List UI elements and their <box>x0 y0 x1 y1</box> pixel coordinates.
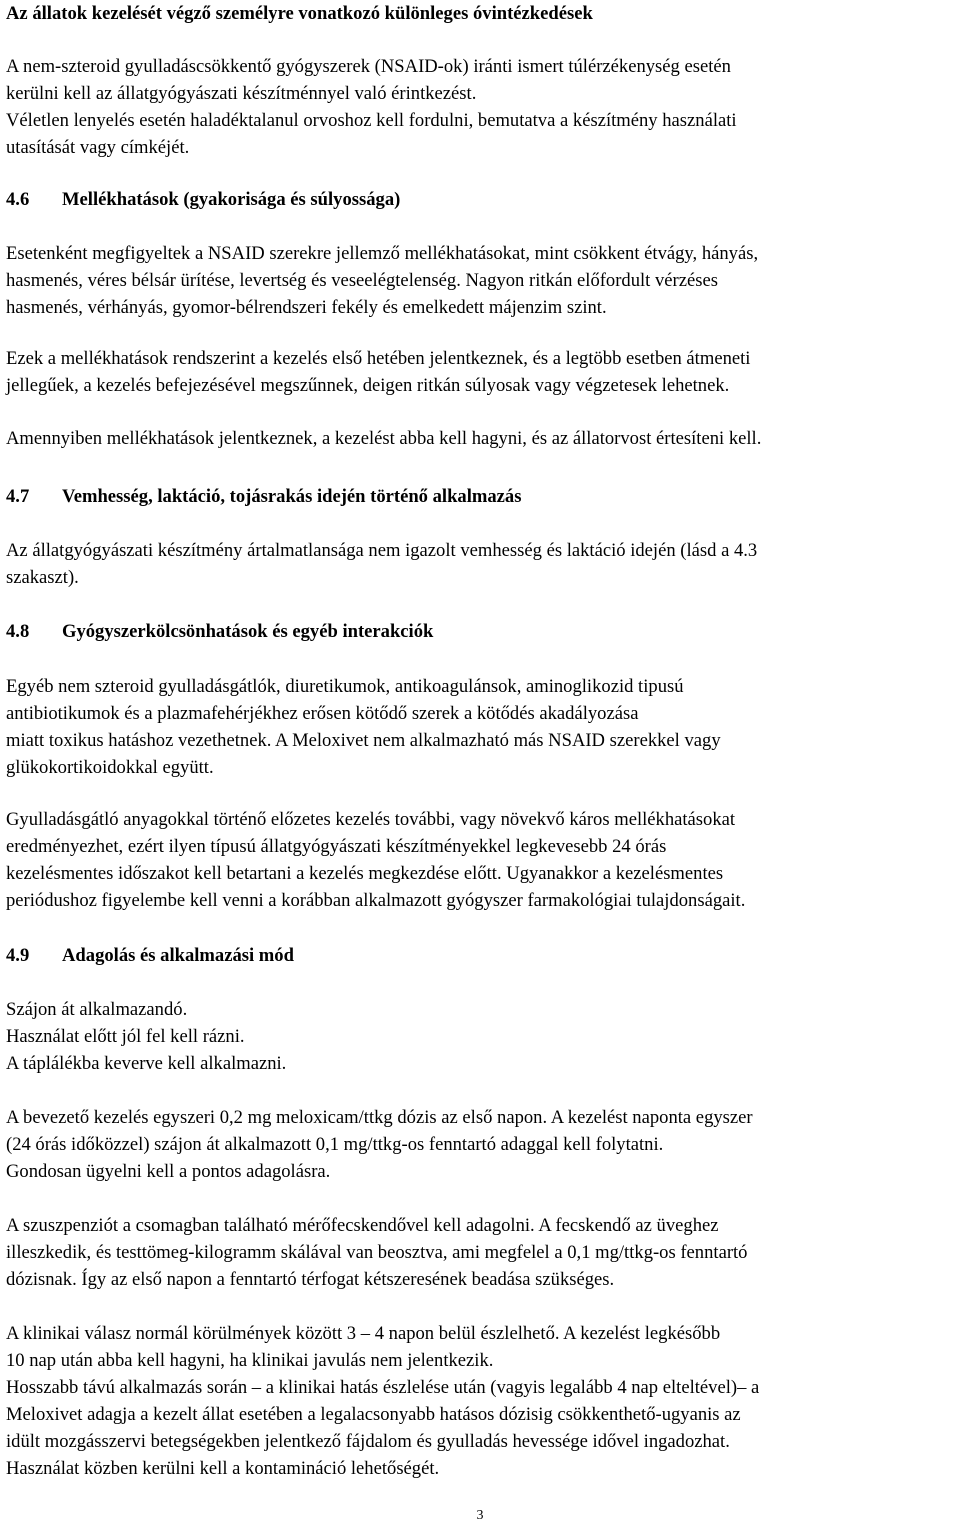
s49-paragraph-1 <box>6 996 954 1077</box>
page-number: 3 <box>476 1508 484 1523</box>
section-title: Vemhesség, laktáció, tojásrakás idején történő alkalmazás <box>62 486 522 507</box>
text-line: (24 órás időközzel) szájon át alkalmazott 0,1 mg/ttkg-os fenntartó adaggal kell folytatni. <box>6 1134 664 1155</box>
s48-paragraph-2 <box>6 806 954 914</box>
text-line: utasítását vagy címkéjét. <box>6 137 190 158</box>
text-line: dózisnak. Így az első napon a fenntartó térfogat kétszeresének beadása szükséges. <box>6 1269 615 1290</box>
section-number: 4.7 <box>6 486 30 507</box>
text-line: 10 nap után abba kell hagyni, ha klinikai javulás nem jelentkezik. <box>6 1350 494 1371</box>
text-line: Gondosan ügyelni kell a pontos adagolásra. <box>6 1161 331 1182</box>
s49-paragraph-2 <box>6 1104 954 1185</box>
section-4-8-heading <box>6 618 433 645</box>
text-line: periódushoz figyelembe kell venni a korábban alkalmazott gyógyszer farmakológiai tulajdonságait. <box>6 890 746 911</box>
text-line: Amennyiben mellékhatások jelentkeznek, a kezelést abba kell hagyni, és az állatorvost értesíteni kell. <box>6 428 762 449</box>
text-line: idült mozgásszervi betegségekben jelentkező fájdalom és gyulladás hevessége idővel ingadozhat. <box>6 1431 730 1452</box>
text-line: antibiotikumok és a plazmafehérjékhez erősen kötődő szerek a kötődés akadályozása <box>6 703 639 724</box>
text-line: kerülni kell az állatgyógyászati készítménnyel való érintkezést. <box>6 83 477 104</box>
section-title: Adagolás és alkalmazási mód <box>62 945 294 966</box>
text-line: Használat előtt jól fel kell rázni. <box>6 1026 245 1047</box>
text-line: A bevezető kezelés egyszeri 0,2 mg meloxicam/ttkg dózis az első napon. A kezelést naponta egyszer <box>6 1107 753 1128</box>
text-line: Esetenként megfigyeltek a NSAID szerekre jellemző mellékhatásokat, mint csökkent étvágy, hányás, <box>6 243 759 264</box>
text-line: Gyulladásgátló anyagokkal történő előzetes kezelés további, vagy növekvő káros mellékhatásokat <box>6 809 736 830</box>
section-number: 4.9 <box>6 945 30 966</box>
text-line: illeszkedik, és testtömeg-kilogramm skálával van beosztva, ami megfelel a 0,1 mg/ttkg-os fenntartó <box>6 1242 748 1263</box>
text-line: eredményezhet, ezért ilyen típusú állatgyógyászati készítményekkel legkevesebb 24 órás <box>6 836 667 857</box>
s49-paragraph-3 <box>6 1212 954 1293</box>
text-line: Hosszabb távú alkalmazás során – a klinikai hatás észlelése után (vagyis legalább 4 nap elteltével)– a <box>6 1377 760 1398</box>
text-line: Az állatgyógyászati készítmény ártalmatlansága nem igazolt vemhesség és laktáció idején (lásd a 4.3 <box>6 540 758 561</box>
text-line: A szuszpenziót a csomagban található mérőfecskendővel kell adagolni. A fecskendő az üveghez <box>6 1215 719 1236</box>
text-line: hasmenés, vérhányás, gyomor-bélrendszeri fekély és emelkedett májenzim szint. <box>6 297 607 318</box>
text-line: jellegűek, a kezelés befejezésével megszűnnek, deigen ritkán súlyosak vagy végzetesek lehetnek. <box>6 375 730 396</box>
section-4-6-heading <box>6 186 400 213</box>
s49-paragraph-4 <box>6 1320 954 1482</box>
text-line: glükokortikoidokkal együtt. <box>6 757 214 778</box>
text-line: Véletlen lenyelés esetén haladéktalanul orvoshoz kell fordulni, bemutatva a készítmény használati <box>6 110 737 131</box>
text-line: A klinikai válasz normál körülmények között 3 – 4 napon belül észlelhető. A kezelést legkésőbb <box>6 1323 721 1344</box>
text-line: Egyéb nem szteroid gyulladásgátlók, diuretikumok, antikoagulánsok, aminoglikozid tipusú <box>6 676 684 697</box>
section-4-7-heading <box>6 483 521 510</box>
text-line: Szájon át alkalmazandó. <box>6 999 188 1020</box>
s48-paragraph-1 <box>6 673 954 781</box>
text-line: Használat közben kerülni kell a kontamináció lehetőségét. <box>6 1458 440 1479</box>
text-line: miatt toxikus hatáshoz vezethetnek. A Meloxivet nem alkalmazható más NSAID szerekkel vagy <box>6 730 721 751</box>
section-4-9-heading <box>6 942 294 969</box>
section-title: Gyógyszerkölcsönhatások és egyéb interakciók <box>62 621 434 642</box>
text-line: A nem-szteroid gyulladáscsökkentő gyógyszerek (NSAID-ok) iránti ismert túlérzékenység esetén <box>6 56 731 77</box>
section-number: 4.6 <box>6 189 30 210</box>
precautions-title: Az állatok kezelését végző személyre vonatkozó különleges óvintézkedések <box>6 3 593 24</box>
s47-paragraph-1 <box>6 537 954 591</box>
precautions-paragraph <box>6 53 954 161</box>
text-line: hasmenés, véres bélsár ürítése, levertség és veseelégtelenség. Nagyon ritkán előfordult vérzéses <box>6 270 718 291</box>
s46-paragraph-2 <box>6 345 954 399</box>
s46-paragraph-3 <box>6 425 954 452</box>
text-line: kezelésmentes időszakot kell betartani a kezelés megkezdése előtt. Ugyanakkor a kezelésmentes <box>6 863 724 884</box>
text-line: Meloxivet adagja a kezelt állat esetében a legalacsonyabb hatásos dózisig csökkenthető-ugyanis az <box>6 1404 741 1425</box>
section-title: Mellékhatások (gyakorisága és súlyossága) <box>62 189 401 210</box>
section-number: 4.8 <box>6 621 30 642</box>
s46-paragraph-1 <box>6 240 954 321</box>
text-line: A táplálékba keverve kell alkalmazni. <box>6 1053 287 1074</box>
text-line: szakaszt). <box>6 567 79 588</box>
text-line: Ezek a mellékhatások rendszerint a kezelés első hetében jelentkeznek, és a legtöbb esetben átmeneti <box>6 348 751 369</box>
